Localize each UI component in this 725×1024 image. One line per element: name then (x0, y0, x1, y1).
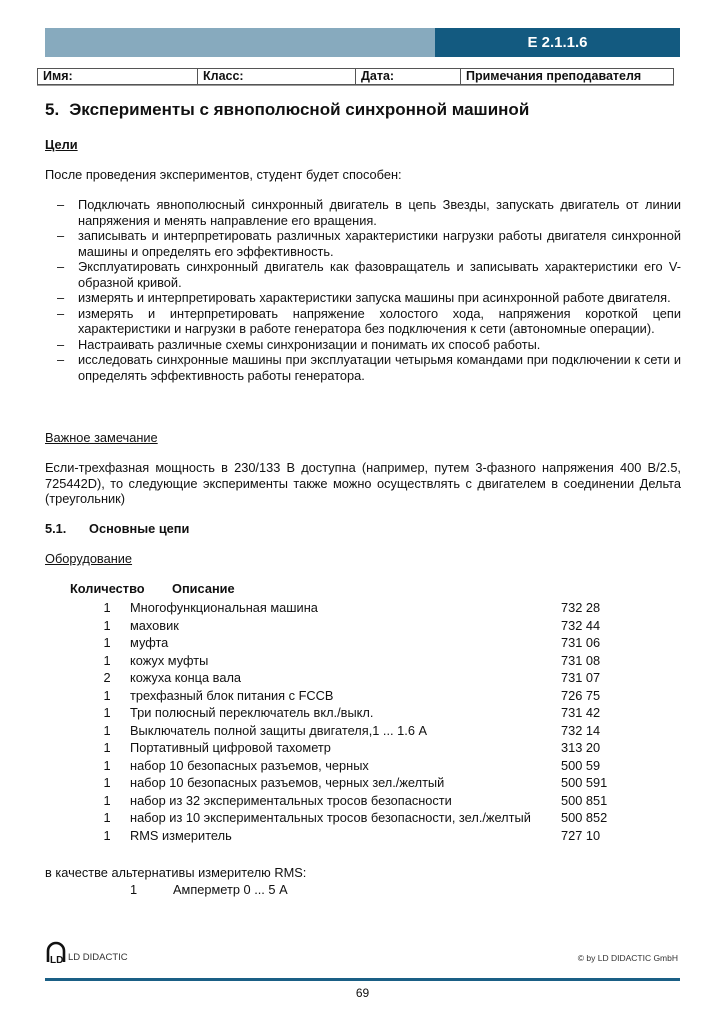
section-heading (45, 100, 529, 120)
page-number: 69 (355, 986, 370, 1000)
alternative-label: в качестве альтернативы измерителю RMS: (45, 865, 307, 880)
equipment-row: 1 набор из 10 экспериментальных тросов безопасности, зел./желтый 500 852 (103, 810, 608, 825)
section-title: Эксперименты с явнополюсной синхронной машиной (69, 100, 530, 119)
student-info-table (37, 68, 674, 85)
goal-item: – Эксплуатировать синхронный двигатель как фазовращатель и записывать характеристики его V-образной кривой. (57, 259, 681, 290)
goals-intro: После проведения экспериментов, студент будет способен: (45, 167, 402, 182)
equipment-row: 1 RMS измеритель 727 10 (103, 827, 601, 843)
column-header-quantity: Количество (70, 581, 145, 596)
equipment-row: 1 Выключатель полной защиты двигателя,1 ... 1.6 A 732 14 (103, 722, 601, 738)
svg-text:LD: LD (50, 955, 64, 966)
dash-bullet-icon: – (57, 336, 65, 352)
logo-text: LD DIDACTIC (68, 952, 128, 963)
alternative-qty: 1 (130, 882, 138, 897)
section-number: 5. (45, 100, 60, 119)
dash-bullet-icon: – (57, 228, 65, 243)
equipment-row: 1 муфта 731 06 (103, 635, 601, 650)
equipment-title: Оборудование (45, 551, 133, 566)
goal-item: – Настраивать различные схемы синхронизации и понимать их способ работы. (57, 336, 541, 352)
name-field[interactable]: Имя: (38, 69, 198, 84)
footer-divider (45, 978, 680, 981)
teacher-notes-field[interactable]: Примечания преподавателя (466, 69, 642, 83)
equipment-row: 1 набор 10 безопасных разъемов, черных 500 59 (103, 757, 601, 773)
note-text: Если-трехфазная мощность в 230/133 В доступна (например, путем 3-фазного напряжения 400 В/2.5, 725442D), то следующие эксперименты также можно осуществлять с двигателем в соединении Дельта (треугольник) (45, 460, 681, 506)
goal-item: – записывать и интерпретировать различных характеристики нагрузки работы двигателя синхронной машины и определять его эффективность. (57, 228, 681, 259)
dash-bullet-icon: – (57, 352, 65, 367)
dash-bullet-icon: – (57, 259, 65, 274)
equipment-row: 2 кожуха конца вала 731 07 (103, 670, 601, 685)
goal-item: – Подключать явнополюсный синхронный двигатель в цепь Звезды, запускать двигатель от линии напряжения и менять направление его вращения. (57, 197, 681, 228)
equipment-header (70, 581, 235, 596)
note-title: Важное замечание (45, 430, 158, 445)
dash-bullet-icon: – (57, 197, 65, 212)
equipment-row: 1 Три полюсный переключатель вкл./выкл. 731 42 (103, 705, 601, 720)
header-band (45, 28, 680, 57)
date-field[interactable]: Дата: (356, 69, 461, 84)
subsection-title: Основные цепи (89, 521, 190, 536)
equipment-row: 1 набор 10 безопасных разъемов, черных зел./желтый 500 591 (103, 775, 608, 790)
equipment-row: 1 маховик 732 44 (103, 617, 601, 633)
column-header-description: Описание (172, 581, 235, 596)
alternative-desc: Амперметр 0 ... 5 A (173, 882, 288, 897)
goal-item: – измерять и интерпретировать характеристики запуска машины при асинхронной работе двигателя. (57, 290, 671, 305)
equipment-row: 1 кожух муфты 731 08 (103, 652, 601, 668)
equipment-row: 1 трехфазный блок питания с FCCB 726 75 (103, 687, 601, 703)
equipment-list (0, 599, 725, 844)
goals-title: Цели (45, 137, 78, 152)
dash-bullet-icon: – (57, 305, 65, 321)
copyright: © by LD DIDACTIC GmbH (577, 953, 678, 963)
subsection-heading (45, 521, 189, 536)
document-code: E 2.1.1.6 (435, 28, 680, 57)
dash-bullet-icon: – (57, 290, 65, 305)
goals-list (57, 197, 681, 383)
equipment-row: 1 Портативный цифровой тахометр 313 20 (103, 740, 601, 755)
ld-didactic-logo (45, 940, 128, 964)
class-field[interactable]: Класс: (198, 69, 356, 84)
header-band-light (45, 28, 435, 57)
equipment-row: 1 набор из 32 экспериментальных тросов безопасности 500 851 (103, 792, 608, 808)
goal-item: – измерять и интерпретировать напряжение холостого хода, напряжения короткой цепи характеристики и нагрузки в работе генератора без подключения к сети (автономные операции). (57, 305, 681, 336)
ld-logo-icon (45, 940, 67, 964)
goal-item: – исследовать синхронные машины при эксплуатации четырьмя командами при подключении к сети и определять эффективность работы генератора. (57, 352, 681, 383)
equipment-row: 1 Многофункциональная машина 732 28 (103, 600, 601, 615)
subsection-number: 5.1. (45, 521, 67, 536)
